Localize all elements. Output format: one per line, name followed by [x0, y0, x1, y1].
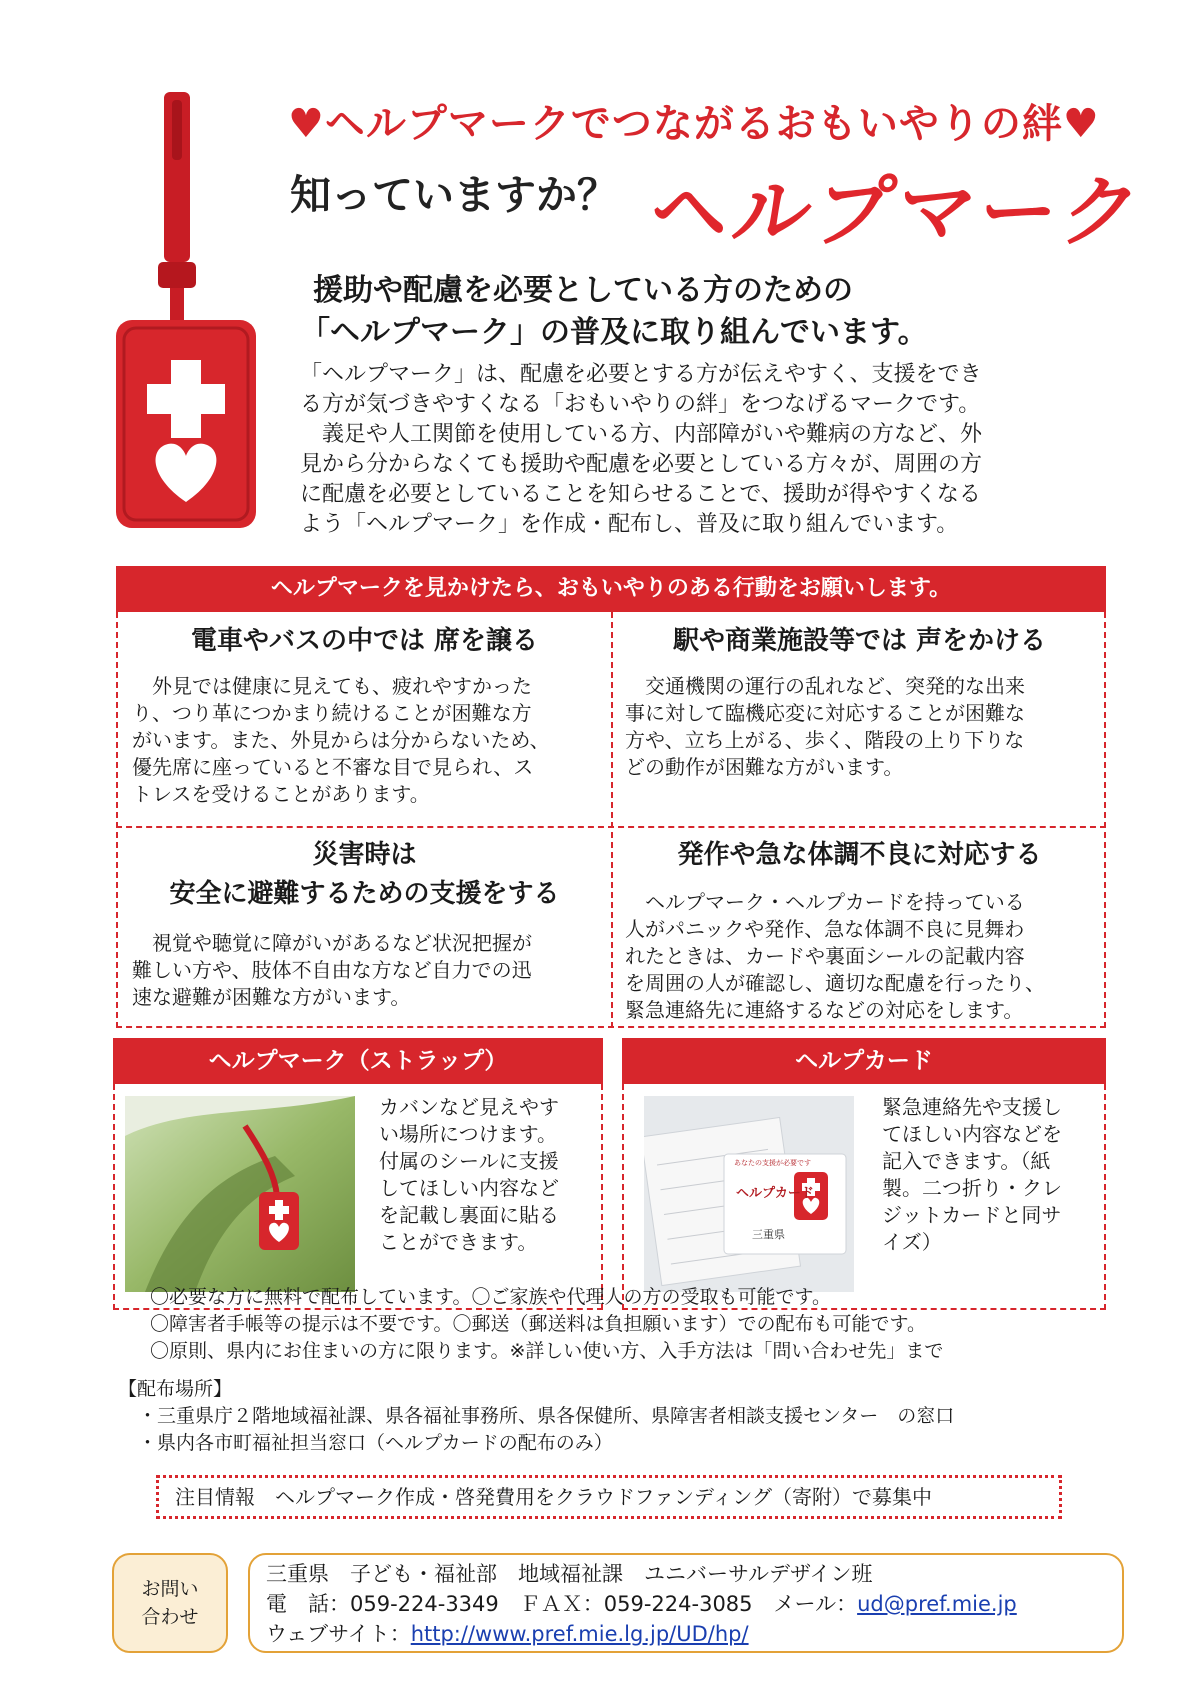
cell-line: 外見では健康に見えても、疲れやすかった	[132, 674, 532, 698]
lead-line-1: 援助や配慮を必要としている方のための	[313, 273, 853, 308]
strap-line: してほしい内容など	[379, 1176, 559, 1200]
card-section	[622, 1038, 1106, 1310]
cell-body	[118, 930, 611, 1011]
cell-title: 災害時は	[312, 840, 417, 870]
contact-label-line: お問い	[141, 1578, 199, 1600]
cell-title: 安全に避難するための支援をする	[169, 879, 560, 909]
question-heading: 知っていますか？	[290, 171, 618, 219]
cell-title: 発作や急な体調不良に対応する	[677, 840, 1042, 870]
action-cell-speak-up	[613, 620, 1106, 781]
cell-line: 方や、立ち上がる、歩く、階段の上り下りな	[625, 728, 1025, 752]
note-line: 〇障害者手帳等の提示は不要です。〇郵送（郵送料は負担願います）での配布も可能です。	[150, 1313, 926, 1335]
cell-line: れたときは、カードや裏面シールの記載内容	[625, 944, 1025, 968]
strap-photo	[125, 1096, 355, 1292]
email-link[interactable]: ud@pref.mie.jp	[857, 1592, 1017, 1616]
action-cell-emergency	[613, 834, 1106, 1024]
intro-line: 見から分からなくても援助や配慮を必要としている方々が、周囲の方	[300, 452, 983, 477]
cell-line: 視覚や聴覚に障がいがあるなど状況把握が	[132, 931, 532, 955]
cell-line: がいます。また、外見からは分からないため、	[132, 728, 550, 752]
cell-line: を周囲の人が確認し、適切な配慮を行ったり、	[625, 971, 1045, 995]
strap-section	[113, 1038, 603, 1310]
cell-line: ヘルプマーク・ヘルプカードを持っている	[625, 890, 1025, 914]
card-title: ヘルプカード	[622, 1038, 1106, 1084]
page-title: ヘルプマーク	[644, 168, 1150, 258]
distribution-heading: 【配布場所】	[118, 1378, 233, 1400]
note-line: 〇必要な方に無料で配布しています。〇ご家族や代理人の方の受取も可能です。	[150, 1286, 831, 1308]
cell-body	[613, 673, 1106, 781]
action-cell-disaster	[118, 834, 611, 1011]
website-link[interactable]: http://www.pref.mie.lg.jp/UD/hp/	[410, 1622, 749, 1646]
cell-title: 電車やバスの中では 席を譲る	[190, 626, 539, 656]
distribution-item: ・県内各市町福祉担当窓口（ヘルプカードの配布のみ）	[138, 1432, 613, 1454]
cell-line: どの動作が困難な方がいます。	[625, 755, 904, 779]
card-pref: 三重県	[752, 1228, 785, 1241]
note-line: 〇原則、県内にお住まいの方に限ります。※詳しい使い方、入手方法は「問い合わせ先」まで	[150, 1340, 944, 1362]
cell-line: り、つり革につかまり続けることが困難な方	[132, 701, 532, 725]
cell-line: 人がパニックや発作、急な体調不良に見舞わ	[625, 917, 1025, 941]
card-line: 製。二つ折り・クレ	[882, 1176, 1062, 1200]
card-description	[882, 1094, 1062, 1256]
cell-line: 優先席に座っていると不審な目で見られ、ス	[132, 755, 534, 779]
cell-line: トレスを受けることがあります。	[132, 782, 430, 806]
intro-line: 義足や人工関節を使用している方、内部障がいや難病の方など、外	[300, 422, 983, 447]
intro-line: る方が気づきやすくなる「おもいやりの絆」をつなげるマークです。	[300, 392, 981, 417]
card-line: ジットカードと同サ	[882, 1203, 1062, 1227]
contact-details	[248, 1553, 1124, 1653]
strap-line: カバンなど見えやす	[379, 1095, 559, 1119]
contact-phone	[266, 1589, 1106, 1619]
strap-title: ヘルプマーク（ストラップ）	[113, 1038, 603, 1084]
slogan: ♥ヘルプマークでつながるおもいやりの絆♥	[288, 101, 1100, 147]
lead-line-2: 「ヘルプマーク」の普及に取り組んでいます。	[300, 315, 928, 350]
card-line: 記入できます。（紙	[882, 1149, 1051, 1173]
cell-line: 速な避難が困難な方がいます。	[132, 985, 411, 1009]
strap-line: ことができます。	[379, 1230, 538, 1254]
contact-web	[266, 1619, 1106, 1649]
grid-divider-horizontal	[116, 826, 1106, 828]
contact-label-line: 合わせ	[141, 1606, 199, 1628]
distribution-places	[118, 1376, 954, 1457]
intro-line: よう「ヘルプマーク」を作成・配布し、普及に取り組んでいます。	[300, 512, 959, 537]
phone-fax-text: 電 話：059-224-3349 ＦＡＸ：059-224-3085 メール：	[266, 1592, 858, 1616]
strap-description	[379, 1094, 559, 1256]
strap-line: い場所につけます。	[379, 1122, 557, 1146]
crowdfunding-notice: 注目情報 ヘルプマーク作成・啓発費用をクラウドファンディング（寄附）で募集中	[156, 1475, 1062, 1519]
cell-line: 交通機関の運行の乱れなど、突発的な出来	[625, 674, 1025, 698]
action-cell-give-seat	[118, 620, 611, 808]
cell-line: 緊急連絡先に連絡するなどの対応をします。	[625, 998, 1024, 1022]
contact-label	[112, 1553, 228, 1653]
intro-line: 「ヘルプマーク」は、配慮を必要とする方が伝えやすく、支援をでき	[300, 362, 982, 387]
strap-line: 付属のシールに支援	[379, 1149, 559, 1173]
strap-box	[113, 1084, 603, 1310]
cell-body	[118, 673, 611, 808]
cell-line: 事に対して臨機応変に対応することが困難な	[625, 701, 1025, 725]
card-box	[622, 1084, 1106, 1310]
website-label: ウェブサイト：	[266, 1622, 411, 1646]
card-photo	[644, 1096, 854, 1292]
card-caption: あなたの支援が必要です	[734, 1159, 811, 1167]
actions-banner: ヘルプマークを見かけたら、おもいやりのある行動をお願いします。	[116, 566, 1106, 612]
help-mark-tag-illustration	[112, 92, 262, 532]
distribution-notes	[150, 1284, 943, 1365]
intro-paragraph	[300, 360, 1080, 540]
contact-section	[112, 1553, 1124, 1653]
intro-line: に配慮を必要としていることを知らせることで、援助が得やすくなる	[300, 482, 981, 507]
card-line: イズ）	[882, 1230, 942, 1254]
card-line: てほしい内容などを	[882, 1122, 1062, 1146]
distribution-item: ・三重県庁２階地域福祉課、県各福祉事務所、県各保健所、県障害者相談支援センター の窓口	[138, 1405, 955, 1427]
card-line: 緊急連絡先や支援し	[882, 1095, 1062, 1119]
contact-org: 三重県 子ども・福祉部 地域福祉課 ユニバーサルデザイン班	[266, 1562, 873, 1586]
strap-line: を記載し裏面に貼る	[379, 1203, 559, 1227]
card-name: ヘルプカード	[736, 1186, 814, 1201]
cell-line: 難しい方や、肢体不自由な方など自力での迅	[132, 958, 532, 982]
cell-title: 駅や商業施設等では 声をかける	[672, 626, 1047, 656]
cell-body	[613, 889, 1106, 1024]
